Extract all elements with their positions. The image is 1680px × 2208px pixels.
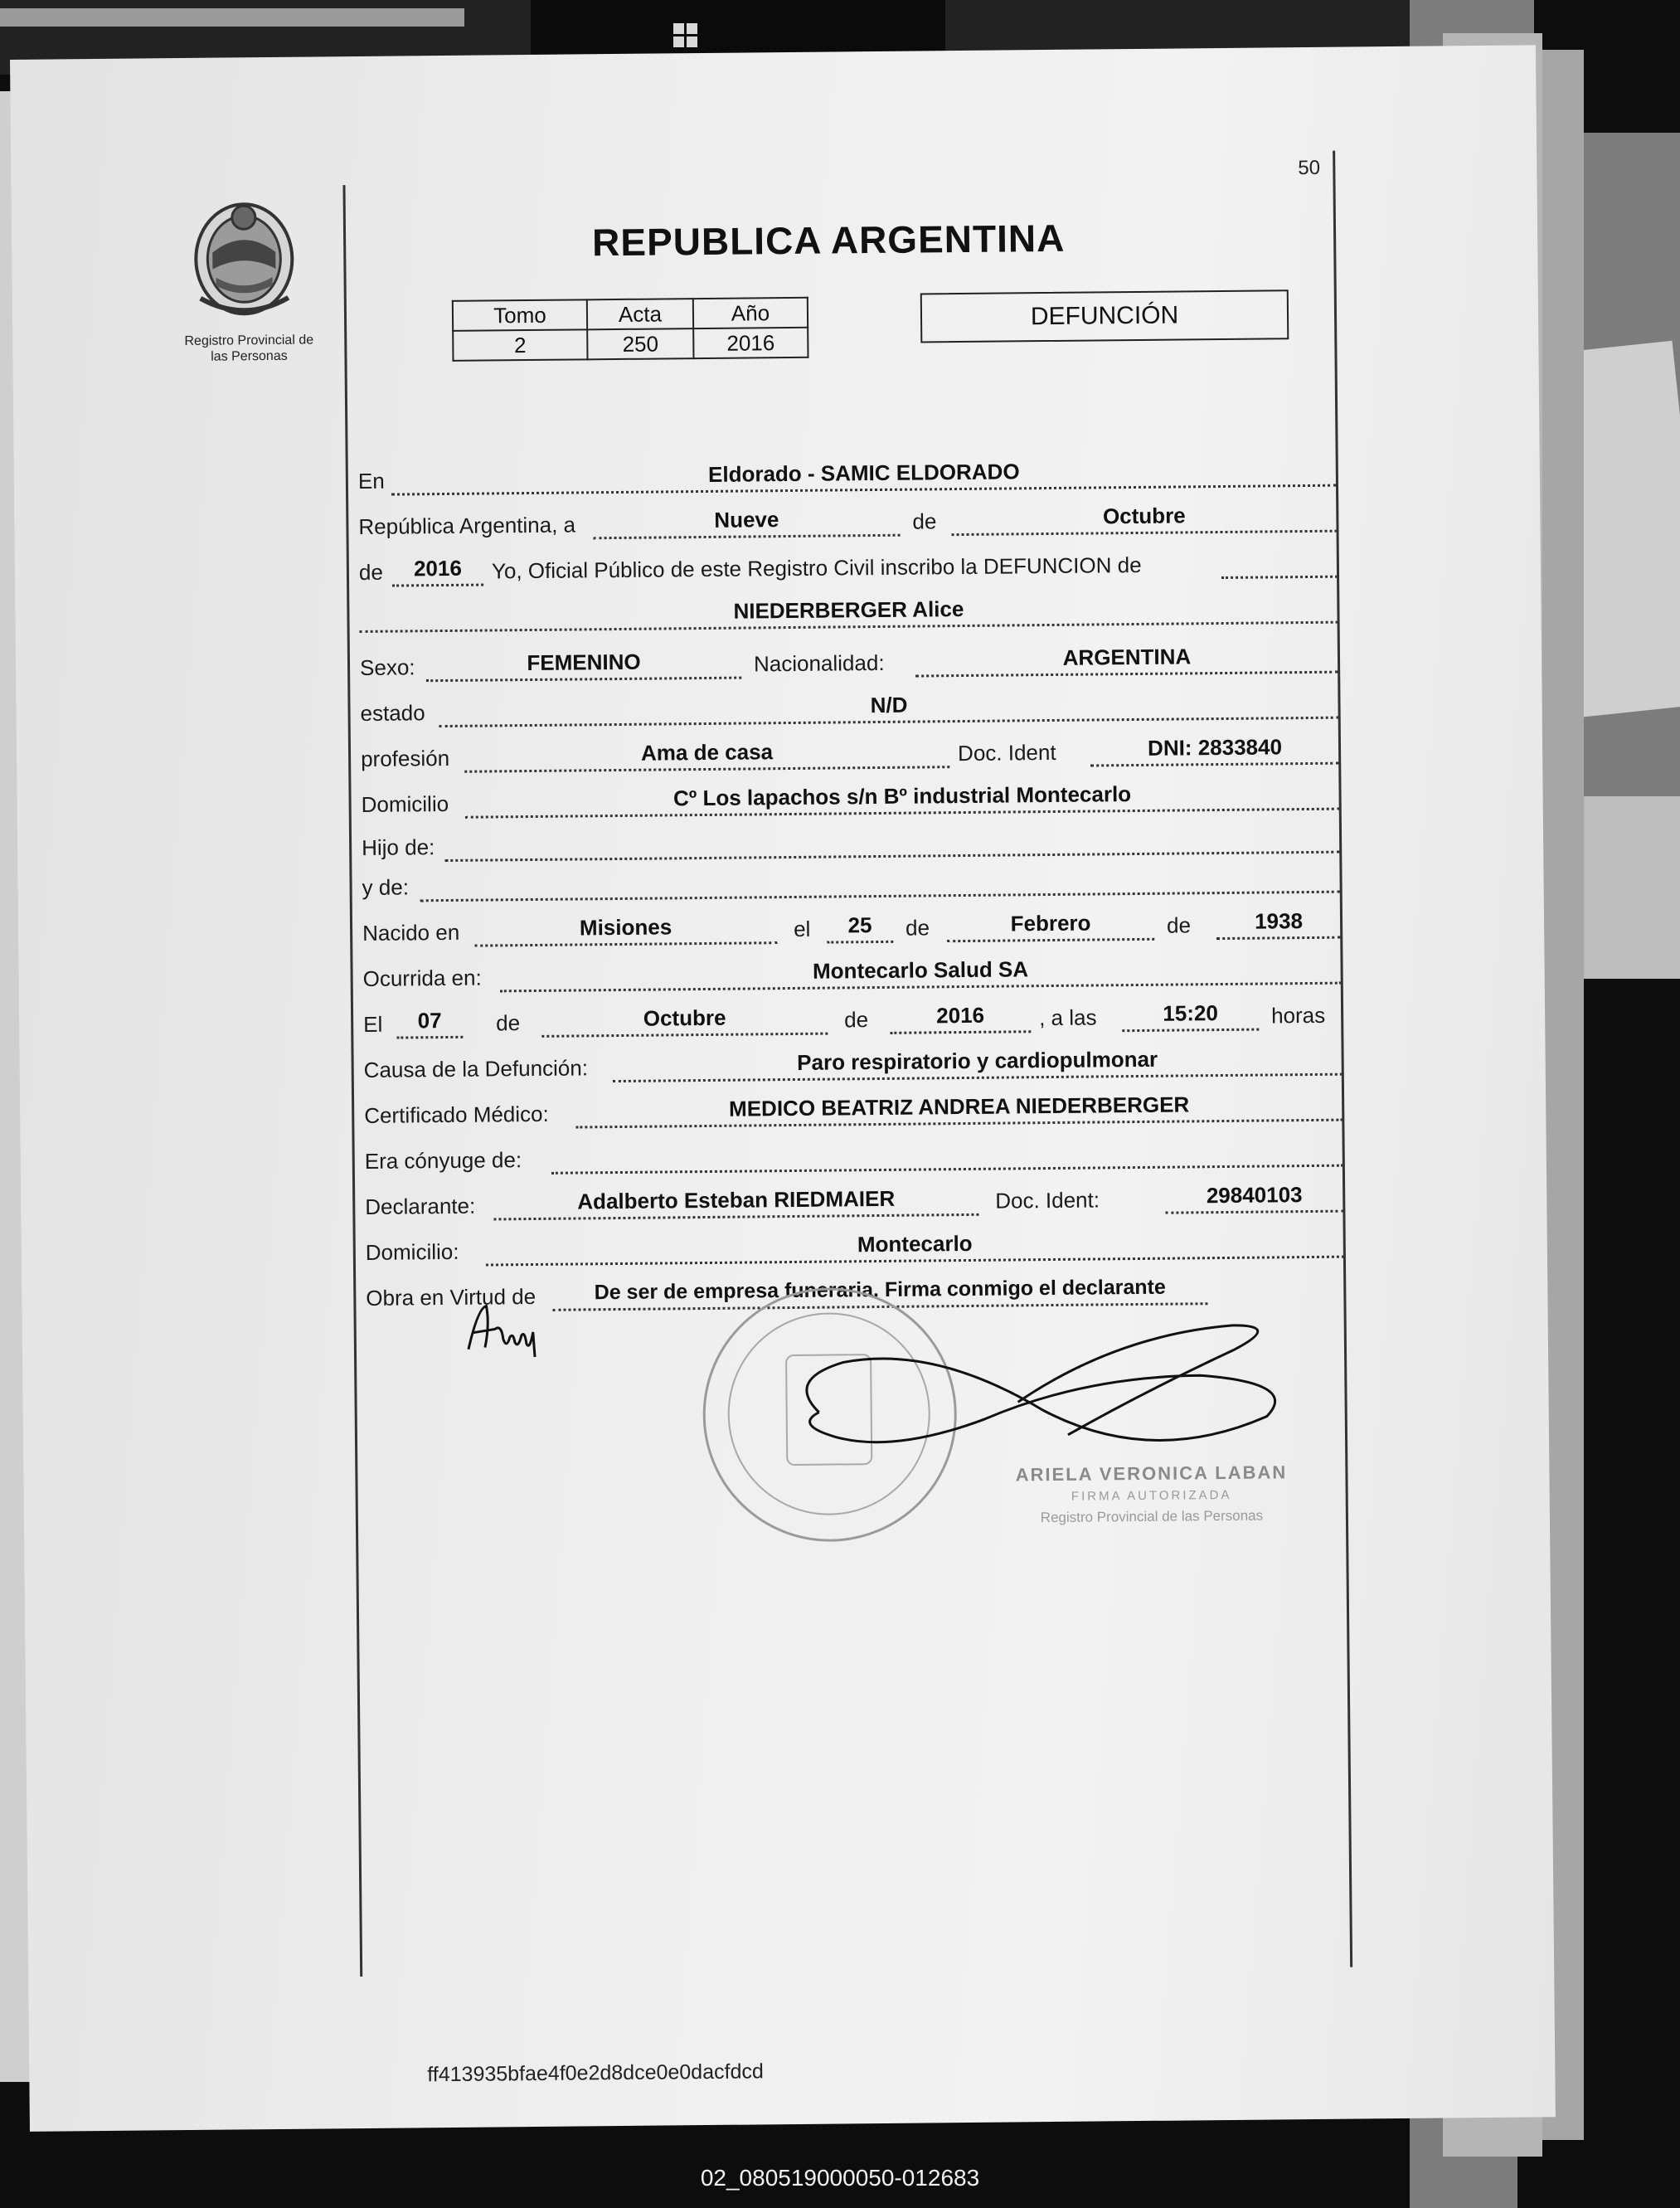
domicilio-label: Domicilio [361,790,449,817]
left-margin-rule [342,185,362,1977]
acta-value: 250 [587,328,693,359]
certificado-label: Certificado Médico: [364,1101,549,1128]
domicilio-label-2: Domicilio: [365,1238,459,1265]
doc-ident-label: Doc. Ident [957,739,1056,766]
doc-ident-label-2: Doc. Ident: [995,1187,1100,1213]
inscribo-blank [1221,547,1338,579]
row-date [358,499,1337,545]
officer-role: FIRMA AUTORIZADA [1071,1487,1232,1504]
a-las-label: , a las [1039,1004,1097,1031]
ocurrida-label: Ocurrida en: [362,965,482,991]
causa-label: Causa de la Defunción: [363,1055,589,1082]
de-label-4: de [1166,912,1192,938]
document-title: REPUBLICA ARGENTINA [591,216,1066,265]
birth-day-field: 25 [827,912,893,944]
inscribo-text: Yo, Oficial Público de este Registro Civil inscribo la DEFUNCION de [491,552,1142,584]
horas-label: horas [1270,1002,1326,1029]
death-month-field: Octubre [541,1004,828,1038]
declarante-label: Declarante: [365,1193,476,1219]
nacido-label: Nacido en [362,919,460,946]
sexo-field: FEMENINO [426,649,741,683]
windows-logo-icon [673,23,698,48]
y-de-field [420,863,1340,902]
certificate-page [10,45,1556,2132]
officer-signature [768,1300,1317,1471]
row-domicilio [361,777,1339,823]
certificado-field: MEDICO BEATRIZ ANDREA NIEDERBERGER [575,1091,1343,1129]
estado-label: estado [360,700,425,726]
deceased-name-field: NIEDERBERGER Alice [359,593,1338,633]
el-label-2: El [363,1011,383,1037]
year-field: 2016 [392,556,483,587]
de-label-3: de [905,915,930,941]
registry-name-line1: Registro Provincial de [184,333,314,348]
day-words-field: Nueve [593,506,900,540]
de-label-5: de [496,1010,521,1036]
row-estado [360,686,1338,732]
record-table-header-row [453,298,808,331]
de-label-6: de [844,1007,869,1033]
row-y-de [362,860,1340,906]
row-death-date [363,997,1342,1043]
profesion-field: Ama de casa [464,737,949,773]
laptop-edge [531,0,945,58]
death-day-field: 07 [396,1008,463,1039]
causa-field: Paro respiratorio y cardiopulmonar [613,1045,1343,1082]
birth-month-field: Febrero [947,910,1154,942]
profesion-label: profesión [360,745,450,771]
de-label: de [912,508,937,534]
province-coat-of-arms-icon [187,194,301,319]
row-declarante [365,1179,1343,1225]
row-sexo [360,640,1338,686]
conyuge-field [551,1136,1343,1175]
row-deceased [359,591,1338,636]
image-identifier: 02_080519000050-012683 [700,2165,980,2191]
page-number: 50 [1298,156,1321,180]
row-place [358,454,1337,499]
acta-header: Acta [587,299,693,329]
desk-strip [0,8,464,27]
declarante-domicilio-field: Montecarlo [486,1228,1344,1267]
estado-field: N/D [439,688,1338,727]
record-table-value-row [453,328,808,361]
officer-name: ARIELA VERONICA LABAN [1015,1461,1288,1486]
y-de-label: y de: [362,874,410,900]
document-hash: ff413935bfae4f0e2d8dce0e0dacfdcd [427,2060,764,2087]
hijo-de-field [444,823,1340,862]
officer-registry: Registro Provincial de las Personas [1040,1507,1264,1526]
obra-label: Obra en Virtud de [366,1283,537,1311]
row-hijo-de [362,820,1340,866]
nacionalidad-field: ARGENTINA [915,643,1338,678]
act-type-box: DEFUNCIÓN [920,289,1289,343]
official-stamp-area [702,1250,1335,1571]
sexo-label: Sexo: [359,654,415,680]
doc-ident-field: DNI: 2833840 [1090,734,1339,767]
obra-field: De ser de empresa funeraria. Firma conmigo el declarante [552,1274,1207,1311]
place-field: Eldorado - SAMIC ELDORADO [391,456,1337,496]
registry-name [149,332,348,365]
nacido-en-field: Misiones [474,913,777,947]
nacionalidad-label: Nacionalidad: [753,649,885,677]
birth-year-field: 1938 [1216,908,1341,940]
en-label: En [357,468,385,494]
declarante-field: Adalberto Esteban RIEDMAIER [493,1185,978,1221]
row-conyuge [365,1134,1343,1179]
death-time-field: 15:20 [1122,1000,1259,1033]
ocurrida-field: Montecarlo Salud SA [499,954,1341,993]
row-profesion [361,732,1339,777]
declarant-signature [461,1299,561,1366]
month-field: Octubre [951,502,1337,536]
tomo-header: Tomo [453,299,587,331]
record-table [452,297,809,362]
death-year-field: 2016 [890,1002,1031,1034]
el-label: el [793,916,811,941]
republica-label: República Argentina, a [358,512,576,539]
registry-name-line2: las Personas [211,348,288,364]
declarante-doc-field: 29840103 [1165,1182,1343,1214]
de-label-2: de [358,559,384,585]
anio-header: Año [693,298,808,328]
row-certificado [364,1088,1343,1134]
row-ocurrida [362,951,1341,997]
conyuge-label: Era cónyuge de: [364,1147,522,1174]
row-causa [363,1043,1342,1088]
hijo-de-label: Hijo de: [361,834,435,860]
row-inscribo [359,545,1338,591]
tomo-value: 2 [453,329,587,361]
domicilio-field: Cº Los lapachos s/n Bº industrial Montecarlo [464,780,1339,819]
anio-value: 2016 [693,328,808,358]
row-nacido [362,906,1341,951]
